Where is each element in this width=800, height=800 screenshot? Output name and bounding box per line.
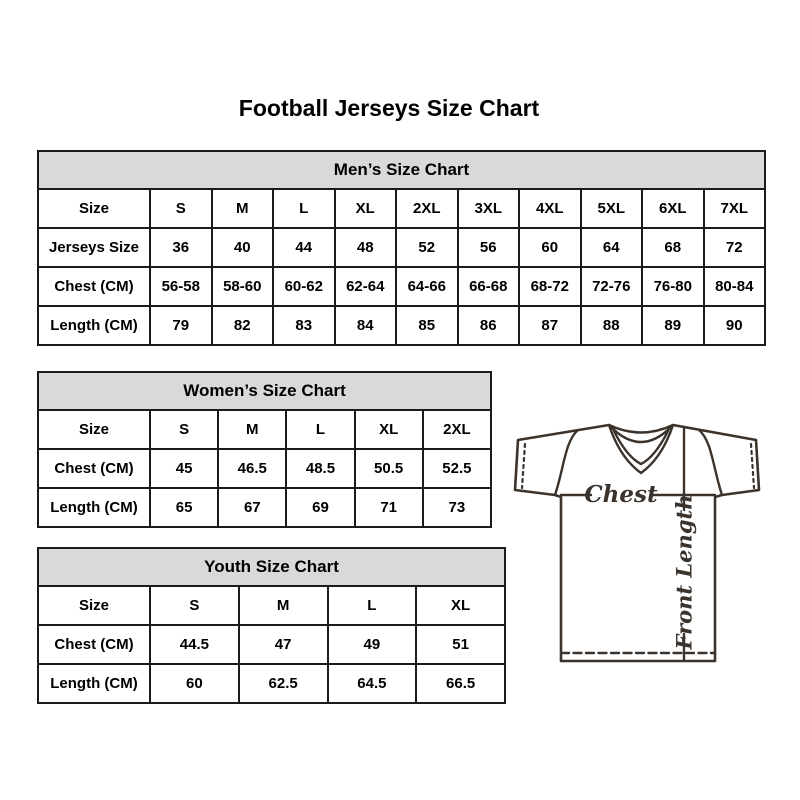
mens-size-table	[37, 150, 766, 346]
value-cell: 89	[642, 306, 704, 345]
value-cell: 62-64	[335, 267, 397, 306]
value-cell: 58-60	[212, 267, 274, 306]
value-cell: 69	[286, 488, 354, 527]
size-column-header: L	[286, 410, 354, 449]
size-column-header: S	[150, 410, 218, 449]
value-cell: 62.5	[239, 664, 328, 703]
value-cell: 86	[458, 306, 520, 345]
value-cell: 82	[212, 306, 274, 345]
row-label: Jerseys Size	[38, 228, 150, 267]
value-cell: 67	[218, 488, 286, 527]
size-column-header: M	[212, 189, 274, 228]
size-column-header: 2XL	[396, 189, 458, 228]
value-cell: 60-62	[273, 267, 335, 306]
youth-size-chart	[37, 547, 506, 704]
value-cell: 68-72	[519, 267, 581, 306]
mens-size-chart	[37, 150, 766, 346]
value-cell: 84	[335, 306, 397, 345]
value-cell: 46.5	[218, 449, 286, 488]
row-label: Chest (CM)	[38, 449, 150, 488]
value-cell: 47	[239, 625, 328, 664]
table-row	[38, 488, 491, 527]
value-cell: 83	[273, 306, 335, 345]
value-cell: 64.5	[328, 664, 417, 703]
size-column-header: M	[239, 586, 328, 625]
row-label: Length (CM)	[38, 488, 150, 527]
cuff-dash-right	[751, 444, 754, 488]
value-cell: 65	[150, 488, 218, 527]
table-row	[38, 228, 765, 267]
row-label: Chest (CM)	[38, 625, 150, 664]
value-cell: 79	[150, 306, 212, 345]
value-cell: 90	[704, 306, 766, 345]
table-title: Men’s Size Chart	[38, 151, 765, 189]
value-cell: 52	[396, 228, 458, 267]
size-column-header: L	[328, 586, 417, 625]
value-cell: 56-58	[150, 267, 212, 306]
value-cell: 49	[328, 625, 417, 664]
value-cell: 48	[335, 228, 397, 267]
value-cell: 50.5	[355, 449, 423, 488]
value-cell: 72	[704, 228, 766, 267]
column-header-row	[38, 410, 491, 449]
value-cell: 52.5	[423, 449, 491, 488]
row-label-header: Size	[38, 189, 150, 228]
value-cell: 45	[150, 449, 218, 488]
table-title-row	[38, 151, 765, 189]
value-cell: 72-76	[581, 267, 643, 306]
womens-size-table	[37, 371, 492, 528]
size-column-header: L	[273, 189, 335, 228]
size-column-header: S	[150, 586, 239, 625]
size-column-header: M	[218, 410, 286, 449]
armhole-seam-left	[555, 430, 578, 495]
value-cell: 66.5	[416, 664, 505, 703]
column-header-row	[38, 189, 765, 228]
value-cell: 87	[519, 306, 581, 345]
value-cell: 68	[642, 228, 704, 267]
table-title-row	[38, 548, 505, 586]
row-label-header: Size	[38, 586, 150, 625]
row-label: Length (CM)	[38, 664, 150, 703]
row-label-header: Size	[38, 410, 150, 449]
value-cell: 66-68	[458, 267, 520, 306]
table-title: Women’s Size Chart	[38, 372, 491, 410]
size-column-header: XL	[416, 586, 505, 625]
page-title: Football Jerseys Size Chart	[238, 95, 540, 121]
value-cell: 88	[581, 306, 643, 345]
value-cell: 56	[458, 228, 520, 267]
size-column-header: 7XL	[704, 189, 766, 228]
table-row	[38, 664, 505, 703]
size-column-header: 3XL	[458, 189, 520, 228]
value-cell: 44	[273, 228, 335, 267]
table-row	[38, 306, 765, 345]
value-cell: 40	[212, 228, 274, 267]
size-column-header: S	[150, 189, 212, 228]
size-column-header: 4XL	[519, 189, 581, 228]
value-cell: 64-66	[396, 267, 458, 306]
size-column-header: XL	[355, 410, 423, 449]
womens-size-chart	[37, 371, 492, 528]
value-cell: 71	[355, 488, 423, 527]
table-title-row	[38, 372, 491, 410]
value-cell: 48.5	[286, 449, 354, 488]
row-label: Length (CM)	[38, 306, 150, 345]
value-cell: 51	[416, 625, 505, 664]
chest-label: Chest	[584, 481, 658, 508]
jersey-measurement-diagram	[505, 413, 765, 663]
value-cell: 80-84	[704, 267, 766, 306]
value-cell: 44.5	[150, 625, 239, 664]
size-column-header: XL	[335, 189, 397, 228]
front-length-label: Front Length	[671, 494, 697, 650]
value-cell: 60	[150, 664, 239, 703]
value-cell: 76-80	[642, 267, 704, 306]
value-cell: 60	[519, 228, 581, 267]
value-cell: 73	[423, 488, 491, 527]
cuff-dash-left	[522, 444, 525, 488]
size-column-header: 6XL	[642, 189, 704, 228]
value-cell: 36	[150, 228, 212, 267]
size-column-header: 5XL	[581, 189, 643, 228]
armhole-seam-right	[699, 430, 722, 495]
value-cell: 85	[396, 306, 458, 345]
row-label: Chest (CM)	[38, 267, 150, 306]
value-cell: 64	[581, 228, 643, 267]
table-row	[38, 267, 765, 306]
youth-size-table	[37, 547, 506, 704]
column-header-row	[38, 586, 505, 625]
table-title: Youth Size Chart	[38, 548, 505, 586]
table-row	[38, 449, 491, 488]
table-row	[38, 625, 505, 664]
size-column-header: 2XL	[423, 410, 491, 449]
